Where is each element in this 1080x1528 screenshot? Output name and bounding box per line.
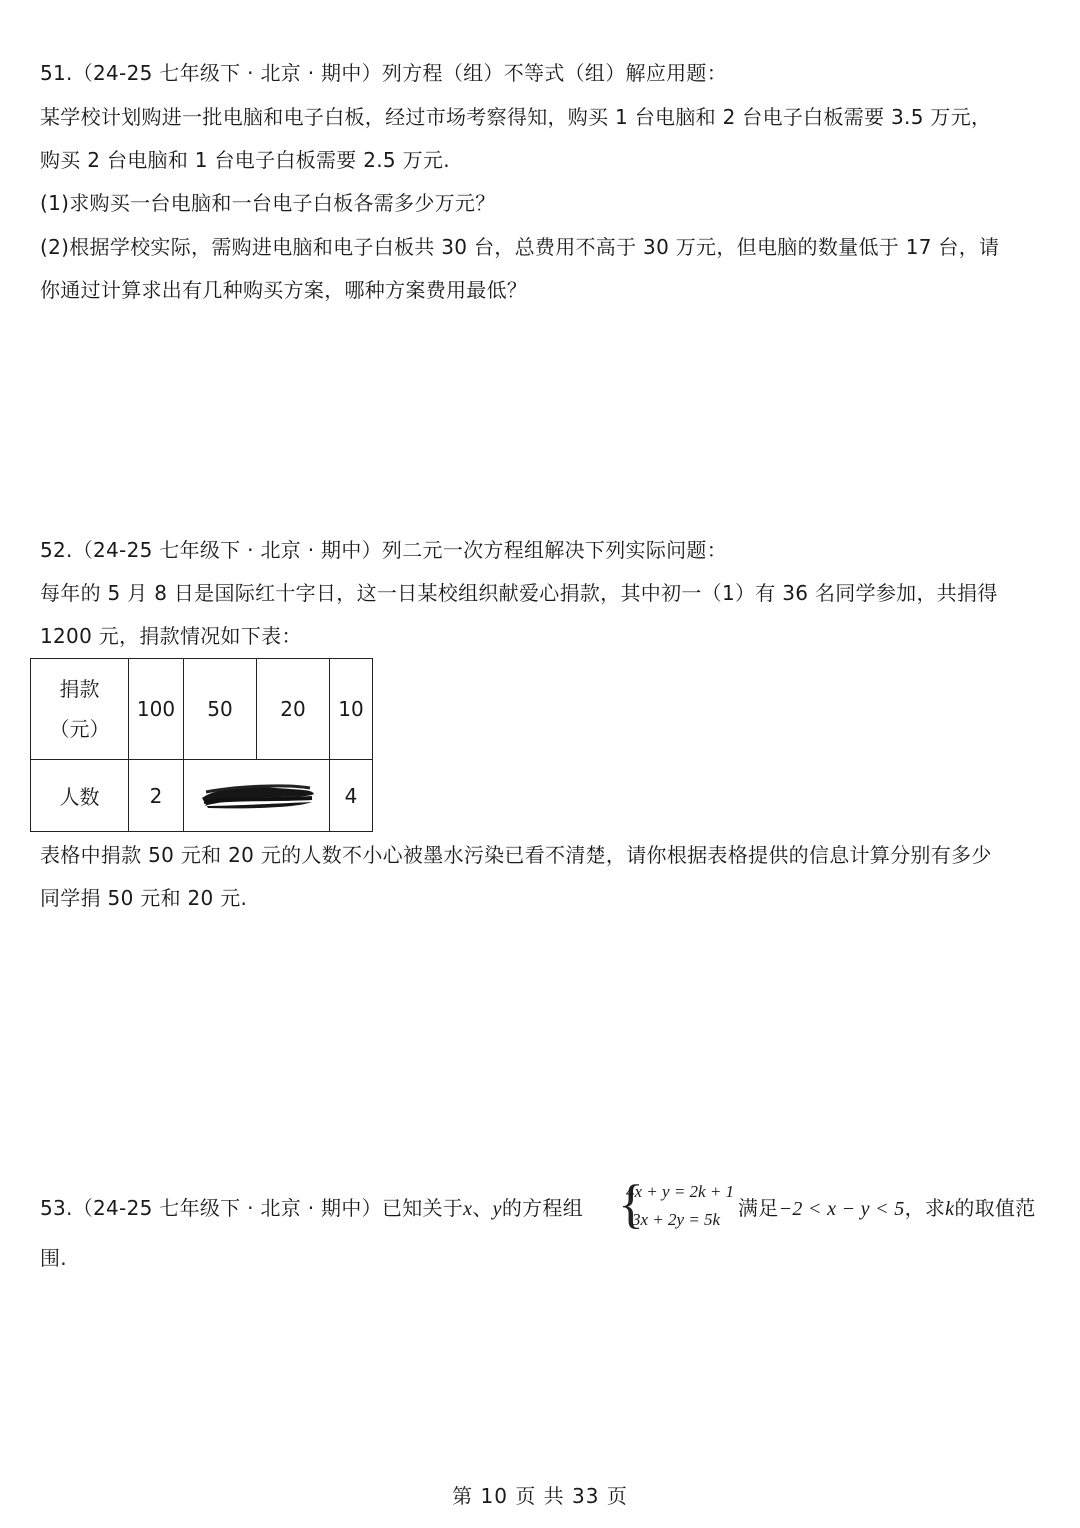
table-header-label [31,659,129,760]
table-cell-count: 2 [129,760,184,832]
table-header-label-line1: 捐款 [59,677,100,701]
q53-text-b: 的方程组 [501,1196,584,1220]
q53-text-e: 的取值范 [954,1196,1036,1220]
table-cell-count: 4 [330,760,373,832]
q52-body-line1: 每年的 5 月 8 日是国际红十字日，这一日某校组织献爱心捐款，其中初一（1）有 36 名同学参加，共捐得 [40,581,998,605]
table-row-amounts [31,659,373,760]
table-header-label-line2: （元） [49,717,110,741]
ink-blot [196,782,318,810]
q53-text-d: ，求 [904,1196,946,1220]
q53-var-x: x [463,1198,473,1220]
q51-part2-line1: (2)根据学校实际，需购进电脑和电子白板共 30 台，总费用不高于 30 万元，但电脑的数量低于 17 台，请 [40,235,1000,259]
q51-body-line1: 某学校计划购进一批电脑和电子白板，经过市场考察得知，购买 1 台电脑和 2 台电子白板需要 3.5 万元， [40,105,992,129]
table-row-counts [31,760,373,832]
q53-line1-part1 [40,1194,583,1223]
table-cell-amount: 50 [184,659,257,760]
q53-sep: 、 [472,1196,493,1220]
q51-part2-line2: 你通过计算求出有几种购买方案，哪种方案费用最低？ [40,278,528,302]
q53-eq1: 4x + y = 2k + 1 [626,1182,735,1201]
ink-blot-cell [184,760,330,832]
q53-line1-part2 [738,1194,1036,1223]
q52-after-line1: 表格中捐款 50 元和 20 元的人数不小心被墨水污染已看不清楚，请你根据表格提供的信息计算分别有多少 [40,843,992,867]
table-cell-amount: 10 [330,659,373,760]
q53-var-y: y [492,1198,502,1220]
left-brace-icon: { [618,1174,644,1234]
q52-header: 52.（24-25 七年级下 · 北京 · 期中）列二元一次方程组解决下列实际问题： [40,538,728,562]
table-row-label: 人数 [31,760,129,832]
donation-table [30,658,373,832]
q52-after-line2: 同学捐 50 元和 20 元. [40,886,248,910]
q52-body-line2: 1200 元，捐款情况如下表： [40,624,302,648]
q53-inequality: −2 < x − y < 5 [778,1198,905,1220]
q51-header: 51.（24-25 七年级下 · 北京 · 期中）列方程（组）不等式（组）解应用题： [40,61,728,85]
q53-line2: 围. [40,1246,67,1270]
table-cell-amount: 20 [257,659,330,760]
q53-equation-system [618,1174,738,1236]
q51-body-line2: 购买 2 台电脑和 1 台电子白板需要 2.5 万元. [40,148,450,172]
table-cell-amount: 100 [129,659,184,760]
q53-eq2: 3x + 2y = 5k [632,1210,721,1229]
q53-text-a: 53.（24-25 七年级下 · 北京 · 期中）已知关于 [40,1196,464,1220]
page-footer: 第 10 页 共 33 页 [452,1484,628,1508]
q53-var-k: k [945,1198,955,1220]
q51-part1: (1)求购买一台电脑和一台电子白板各需多少万元？ [40,191,496,215]
q53-text-c: 满足 [738,1196,779,1220]
